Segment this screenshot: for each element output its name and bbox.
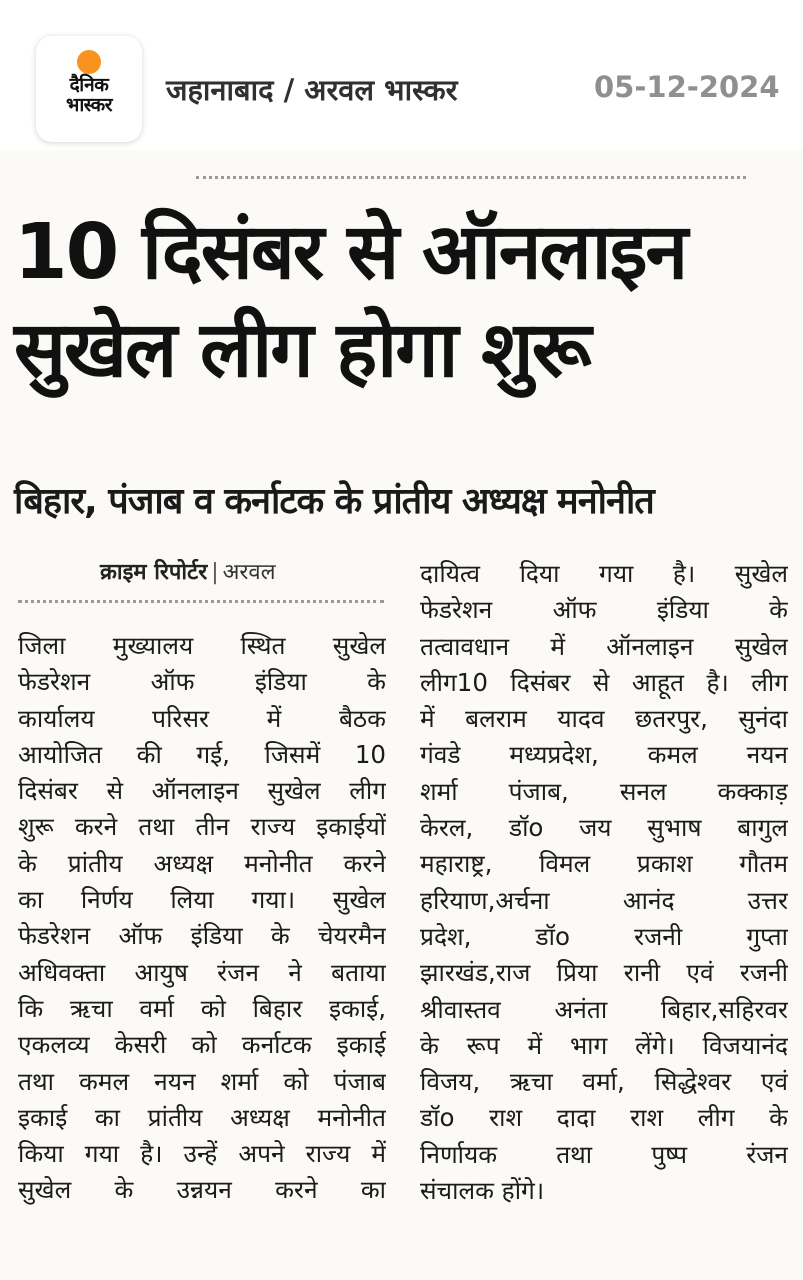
headline-line1: 10 दिसंबर से ऑनलाइन — [14, 208, 687, 297]
article-text-line: के रूप में भाग लेंगे। विजयानंद — [420, 1030, 788, 1060]
article-column-right — [420, 556, 788, 1209]
byline-separator: | — [211, 560, 219, 585]
article-text-line: तथा कमल नयन शर्मा को पंजाब — [18, 1066, 386, 1096]
article-text-line: शर्मा पंजाब, सनल कक्काड़ — [420, 776, 788, 806]
edition-date: 05-12-2024 — [594, 70, 780, 104]
article-subheadline: बिहार, पंजाब व कर्नाटक के प्रांतीय अध्यक्ष मनोनीत — [14, 481, 654, 522]
article-text-line: श्रीवास्तव अनंता बिहार,सहिरवर — [420, 994, 788, 1024]
article-byline — [100, 556, 276, 586]
article-text-line: प्रदेश, डॉo रजनी गुप्ता — [420, 921, 788, 951]
top-divider — [196, 176, 746, 179]
article-text-line: कि ऋचा वर्मा को बिहार इकाई, — [18, 993, 386, 1023]
article-text-line: फेडरेशन ऑफ इंडिया के चेयरमैन — [18, 921, 386, 951]
headline-line2: सुखेल लीग होगा शुरू — [14, 306, 590, 395]
article-text-line: के प्रांतीय अध्यक्ष मनोनीत करने — [18, 848, 386, 878]
article-text-line: शुरू करने तथा तीन राज्य इकाईयों — [18, 812, 386, 842]
article-text-line: तत्वावधान में ऑनलाइन सुखेल — [420, 631, 788, 661]
byline-reporter: क्राइम रिपोर्टर — [100, 560, 208, 585]
article-text-line: निर्णायक तथा पुष्प रंजन — [420, 1139, 788, 1169]
article-text-line: फेडरेशन ऑफ इंडिया के — [420, 595, 788, 625]
article-text-line: में बलराम यादव छतरपुर, सुनंदा — [420, 704, 788, 734]
article-text-line: लीग10 दिसंबर से आहूत है। लीग — [420, 667, 788, 697]
article-column-left — [18, 628, 386, 1209]
article-text-line: महाराष्ट्र, विमल प्रकाश गौतम — [420, 849, 788, 879]
article-text-line: जिला मुख्यालय स्थित सुखेल — [18, 631, 386, 660]
logo-sun-icon — [77, 50, 101, 74]
app-header — [0, 0, 803, 150]
article-text-line: केरल, डॉo जय सुभाष बागुल — [420, 813, 788, 843]
article-text-line: सुखेल के उन्नयन करने का — [18, 1175, 386, 1205]
article-text-line: झारखंड,राज प्रिया रानी एवं रजनी — [420, 958, 788, 988]
article-headline — [14, 204, 794, 400]
article-text-line: हरियाण,अर्चना आनंद उत्तर — [420, 885, 788, 915]
article-text-line: विजय, ऋचा वर्मा, सिद्धेश्वर एवं — [420, 1067, 788, 1097]
article-text-line: गंवडे मध्यप्रदेश, कमल नयन — [420, 740, 788, 770]
article-text-line: दायित्व दिया गया है। सुखेल — [420, 559, 788, 588]
article-text-line: दिसंबर से ऑनलाइन सुखेल लीग — [18, 776, 386, 806]
byline-divider — [18, 600, 384, 603]
article-text-line: का निर्णय लिया गया। सुखेल — [18, 885, 386, 915]
article-text-line: फेडरेशन ऑफ इंडिया के — [18, 667, 386, 697]
byline-place: अरवल — [222, 560, 276, 585]
edition-title: जहानाबाद / अरवल भास्कर — [166, 73, 458, 107]
article-text-line: अधिवक्ता आयुष रंजन ने बताया — [18, 957, 386, 987]
logo-text-line1: दैनिक — [69, 74, 109, 96]
article-text-line: एकलव्य केसरी को कर्नाटक इकाई — [18, 1030, 386, 1060]
article-text-line: इकाई का प्रांतीय अध्यक्ष मनोनीत — [18, 1102, 386, 1132]
article-text-line: कार्यालय परिसर में बैठक — [18, 703, 386, 733]
dainik-bhaskar-logo[interactable] — [36, 36, 142, 142]
logo-text-line2: भास्कर — [65, 94, 113, 116]
article-text-line: डॉo राश दादा राश लीग के — [420, 1103, 788, 1133]
article-text-line: किया गया है। उन्हें अपने राज्य में — [18, 1139, 386, 1169]
article-text-line: आयोजित की गई, जिसमें 10 — [18, 739, 386, 769]
article-text-line: संचालक होंगे। — [420, 1176, 545, 1206]
